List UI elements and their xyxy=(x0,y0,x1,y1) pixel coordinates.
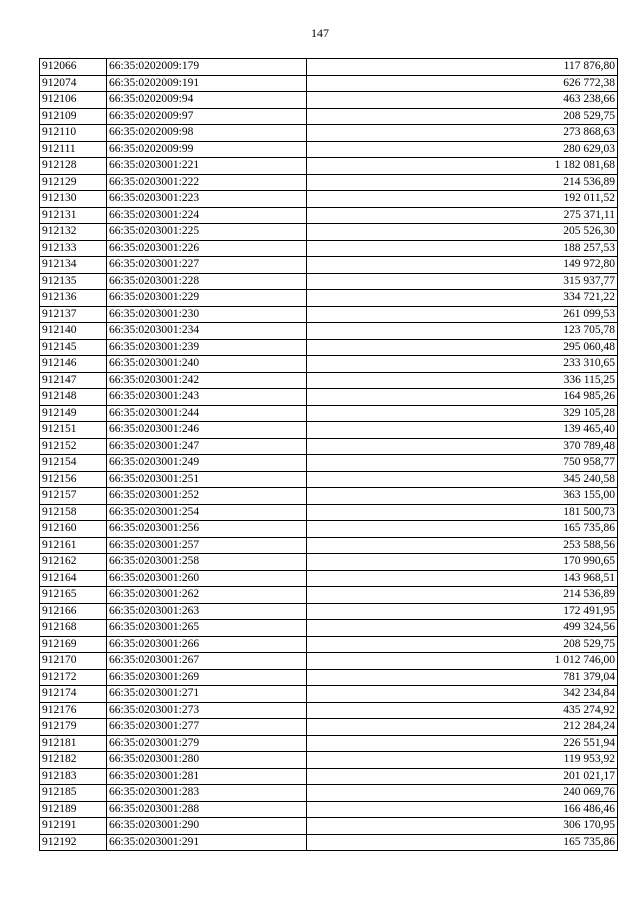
amount-cell: 275 371,11 xyxy=(307,207,618,224)
amount-cell: 166 486,46 xyxy=(307,801,618,818)
row-id-cell: 912133 xyxy=(40,240,107,257)
amount-cell: 329 105,28 xyxy=(307,405,618,422)
amount-cell: 165 735,86 xyxy=(307,521,618,538)
row-id-cell: 912192 xyxy=(40,834,107,851)
row-id-cell: 912181 xyxy=(40,735,107,752)
table-row xyxy=(40,405,618,422)
table-row xyxy=(40,323,618,340)
table-row xyxy=(40,785,618,802)
amount-cell: 363 155,00 xyxy=(307,488,618,505)
amount-cell: 117 876,80 xyxy=(307,59,618,76)
cadastral-number-cell: 66:35:0203001:239 xyxy=(107,339,307,356)
amount-cell: 261 099,53 xyxy=(307,306,618,323)
table-row xyxy=(40,620,618,637)
table-row xyxy=(40,735,618,752)
cadastral-number-cell: 66:35:0203001:279 xyxy=(107,735,307,752)
page-number: 147 xyxy=(311,26,329,40)
data-table xyxy=(39,58,618,851)
amount-cell: 205 526,30 xyxy=(307,224,618,241)
cadastral-number-cell: 66:35:0203001:229 xyxy=(107,290,307,307)
table-row xyxy=(40,125,618,142)
row-id-cell: 912183 xyxy=(40,768,107,785)
row-id-cell: 912156 xyxy=(40,471,107,488)
cadastral-number-cell: 66:35:0203001:247 xyxy=(107,438,307,455)
amount-cell: 253 588,56 xyxy=(307,537,618,554)
cadastral-number-cell: 66:35:0202009:179 xyxy=(107,59,307,76)
table-row xyxy=(40,752,618,769)
amount-cell: 164 985,26 xyxy=(307,389,618,406)
amount-cell: 463 238,66 xyxy=(307,92,618,109)
cadastral-number-cell: 66:35:0203001:256 xyxy=(107,521,307,538)
cadastral-number-cell: 66:35:0203001:283 xyxy=(107,785,307,802)
amount-cell: 273 868,63 xyxy=(307,125,618,142)
amount-cell: 280 629,03 xyxy=(307,141,618,158)
cadastral-number-cell: 66:35:0203001:230 xyxy=(107,306,307,323)
row-id-cell: 912136 xyxy=(40,290,107,307)
amount-cell: 123 705,78 xyxy=(307,323,618,340)
row-id-cell: 912165 xyxy=(40,587,107,604)
row-id-cell: 912134 xyxy=(40,257,107,274)
table-row xyxy=(40,537,618,554)
cadastral-number-cell: 66:35:0203001:242 xyxy=(107,372,307,389)
table-body xyxy=(40,59,618,851)
cadastral-number-cell: 66:35:0203001:246 xyxy=(107,422,307,439)
amount-cell: 315 937,77 xyxy=(307,273,618,290)
cadastral-number-cell: 66:35:0203001:273 xyxy=(107,702,307,719)
table-row xyxy=(40,438,618,455)
cadastral-number-cell: 66:35:0202009:94 xyxy=(107,92,307,109)
table-row xyxy=(40,75,618,92)
table-row xyxy=(40,207,618,224)
row-id-cell: 912176 xyxy=(40,702,107,719)
cadastral-number-cell: 66:35:0203001:243 xyxy=(107,389,307,406)
row-id-cell: 912154 xyxy=(40,455,107,472)
row-id-cell: 912140 xyxy=(40,323,107,340)
amount-cell: 119 953,92 xyxy=(307,752,618,769)
row-id-cell: 912169 xyxy=(40,636,107,653)
table-row xyxy=(40,290,618,307)
row-id-cell: 912146 xyxy=(40,356,107,373)
cadastral-number-cell: 66:35:0203001:224 xyxy=(107,207,307,224)
amount-cell: 165 735,86 xyxy=(307,834,618,851)
amount-cell: 170 990,65 xyxy=(307,554,618,571)
row-id-cell: 912145 xyxy=(40,339,107,356)
table-row xyxy=(40,257,618,274)
table-row xyxy=(40,653,618,670)
cadastral-number-cell: 66:35:0203001:280 xyxy=(107,752,307,769)
table-row xyxy=(40,356,618,373)
table-row xyxy=(40,669,618,686)
table-row xyxy=(40,488,618,505)
table-row xyxy=(40,108,618,125)
table-row xyxy=(40,603,618,620)
row-id-cell: 912130 xyxy=(40,191,107,208)
row-id-cell: 912109 xyxy=(40,108,107,125)
row-id-cell: 912158 xyxy=(40,504,107,521)
table-row xyxy=(40,471,618,488)
cadastral-number-cell: 66:35:0203001:267 xyxy=(107,653,307,670)
amount-cell: 336 115,25 xyxy=(307,372,618,389)
table-row xyxy=(40,768,618,785)
table-row xyxy=(40,801,618,818)
amount-cell: 240 069,76 xyxy=(307,785,618,802)
amount-cell: 143 968,51 xyxy=(307,570,618,587)
cadastral-number-cell: 66:35:0203001:277 xyxy=(107,719,307,736)
row-id-cell: 912189 xyxy=(40,801,107,818)
cadastral-number-cell: 66:35:0203001:266 xyxy=(107,636,307,653)
row-id-cell: 912168 xyxy=(40,620,107,637)
cadastral-number-cell: 66:35:0203001:252 xyxy=(107,488,307,505)
amount-cell: 212 284,24 xyxy=(307,719,618,736)
amount-cell: 306 170,95 xyxy=(307,818,618,835)
table-row xyxy=(40,636,618,653)
cadastral-number-cell: 66:35:0203001:269 xyxy=(107,669,307,686)
amount-cell: 342 234,84 xyxy=(307,686,618,703)
table-row xyxy=(40,141,618,158)
cadastral-number-cell: 66:35:0203001:291 xyxy=(107,834,307,851)
row-id-cell: 912106 xyxy=(40,92,107,109)
row-id-cell: 912160 xyxy=(40,521,107,538)
table-row xyxy=(40,224,618,241)
amount-cell: 345 240,58 xyxy=(307,471,618,488)
cadastral-number-cell: 66:35:0202009:97 xyxy=(107,108,307,125)
amount-cell: 139 465,40 xyxy=(307,422,618,439)
row-id-cell: 912191 xyxy=(40,818,107,835)
cadastral-number-cell: 66:35:0203001:262 xyxy=(107,587,307,604)
row-id-cell: 912129 xyxy=(40,174,107,191)
amount-cell: 192 011,52 xyxy=(307,191,618,208)
row-id-cell: 912135 xyxy=(40,273,107,290)
cadastral-number-cell: 66:35:0203001:281 xyxy=(107,768,307,785)
row-id-cell: 912170 xyxy=(40,653,107,670)
cadastral-number-cell: 66:35:0203001:254 xyxy=(107,504,307,521)
cadastral-number-cell: 66:35:0203001:290 xyxy=(107,818,307,835)
table-row xyxy=(40,339,618,356)
table-row xyxy=(40,818,618,835)
row-id-cell: 912162 xyxy=(40,554,107,571)
table-row xyxy=(40,455,618,472)
cadastral-number-cell: 66:35:0203001:228 xyxy=(107,273,307,290)
row-id-cell: 912166 xyxy=(40,603,107,620)
row-id-cell: 912147 xyxy=(40,372,107,389)
cadastral-number-cell: 66:35:0203001:223 xyxy=(107,191,307,208)
table-row xyxy=(40,587,618,604)
row-id-cell: 912152 xyxy=(40,438,107,455)
row-id-cell: 912066 xyxy=(40,59,107,76)
row-id-cell: 912132 xyxy=(40,224,107,241)
row-id-cell: 912111 xyxy=(40,141,107,158)
table-row xyxy=(40,59,618,76)
table-row xyxy=(40,521,618,538)
table-row xyxy=(40,306,618,323)
amount-cell: 214 536,89 xyxy=(307,587,618,604)
cadastral-number-cell: 66:35:0203001:225 xyxy=(107,224,307,241)
table-row xyxy=(40,422,618,439)
amount-cell: 181 500,73 xyxy=(307,504,618,521)
table-row xyxy=(40,92,618,109)
cadastral-number-cell: 66:35:0203001:249 xyxy=(107,455,307,472)
table-row xyxy=(40,273,618,290)
row-id-cell: 912179 xyxy=(40,719,107,736)
amount-cell: 1 182 081,68 xyxy=(307,158,618,175)
table-row xyxy=(40,504,618,521)
cadastral-number-cell: 66:35:0202009:98 xyxy=(107,125,307,142)
table-row xyxy=(40,719,618,736)
cadastral-number-cell: 66:35:0203001:265 xyxy=(107,620,307,637)
table-row xyxy=(40,158,618,175)
table-row xyxy=(40,570,618,587)
table-row xyxy=(40,686,618,703)
row-id-cell: 912148 xyxy=(40,389,107,406)
cadastral-number-cell: 66:35:0203001:288 xyxy=(107,801,307,818)
table-row xyxy=(40,702,618,719)
table-row xyxy=(40,174,618,191)
cadastral-number-cell: 66:35:0203001:222 xyxy=(107,174,307,191)
amount-cell: 295 060,48 xyxy=(307,339,618,356)
amount-cell: 233 310,65 xyxy=(307,356,618,373)
amount-cell: 435 274,92 xyxy=(307,702,618,719)
table-row xyxy=(40,240,618,257)
cadastral-number-cell: 66:35:0203001:234 xyxy=(107,323,307,340)
amount-cell: 781 379,04 xyxy=(307,669,618,686)
row-id-cell: 912157 xyxy=(40,488,107,505)
row-id-cell: 912185 xyxy=(40,785,107,802)
amount-cell: 370 789,48 xyxy=(307,438,618,455)
row-id-cell: 912151 xyxy=(40,422,107,439)
cadastral-number-cell: 66:35:0202009:191 xyxy=(107,75,307,92)
row-id-cell: 912137 xyxy=(40,306,107,323)
row-id-cell: 912131 xyxy=(40,207,107,224)
table-row xyxy=(40,389,618,406)
amount-cell: 334 721,22 xyxy=(307,290,618,307)
amount-cell: 172 491,95 xyxy=(307,603,618,620)
cadastral-number-cell: 66:35:0203001:271 xyxy=(107,686,307,703)
cadastral-number-cell: 66:35:0203001:257 xyxy=(107,537,307,554)
table-row xyxy=(40,834,618,851)
cadastral-number-cell: 66:35:0202009:99 xyxy=(107,141,307,158)
amount-cell: 214 536,89 xyxy=(307,174,618,191)
table-row xyxy=(40,191,618,208)
amount-cell: 626 772,38 xyxy=(307,75,618,92)
cadastral-number-cell: 66:35:0203001:251 xyxy=(107,471,307,488)
row-id-cell: 912164 xyxy=(40,570,107,587)
amount-cell: 208 529,75 xyxy=(307,108,618,125)
cadastral-number-cell: 66:35:0203001:221 xyxy=(107,158,307,175)
amount-cell: 1 012 746,00 xyxy=(307,653,618,670)
table-row xyxy=(40,554,618,571)
amount-cell: 226 551,94 xyxy=(307,735,618,752)
row-id-cell: 912172 xyxy=(40,669,107,686)
amount-cell: 188 257,53 xyxy=(307,240,618,257)
row-id-cell: 912110 xyxy=(40,125,107,142)
row-id-cell: 912149 xyxy=(40,405,107,422)
row-id-cell: 912174 xyxy=(40,686,107,703)
cadastral-number-cell: 66:35:0203001:260 xyxy=(107,570,307,587)
cadastral-number-cell: 66:35:0203001:227 xyxy=(107,257,307,274)
cadastral-number-cell: 66:35:0203001:240 xyxy=(107,356,307,373)
cadastral-number-cell: 66:35:0203001:226 xyxy=(107,240,307,257)
cadastral-number-cell: 66:35:0203001:244 xyxy=(107,405,307,422)
row-id-cell: 912074 xyxy=(40,75,107,92)
amount-cell: 499 324,56 xyxy=(307,620,618,637)
amount-cell: 201 021,17 xyxy=(307,768,618,785)
cadastral-number-cell: 66:35:0203001:258 xyxy=(107,554,307,571)
row-id-cell: 912161 xyxy=(40,537,107,554)
table-row xyxy=(40,372,618,389)
cadastral-number-cell: 66:35:0203001:263 xyxy=(107,603,307,620)
amount-cell: 208 529,75 xyxy=(307,636,618,653)
amount-cell: 750 958,77 xyxy=(307,455,618,472)
row-id-cell: 912182 xyxy=(40,752,107,769)
amount-cell: 149 972,80 xyxy=(307,257,618,274)
row-id-cell: 912128 xyxy=(40,158,107,175)
